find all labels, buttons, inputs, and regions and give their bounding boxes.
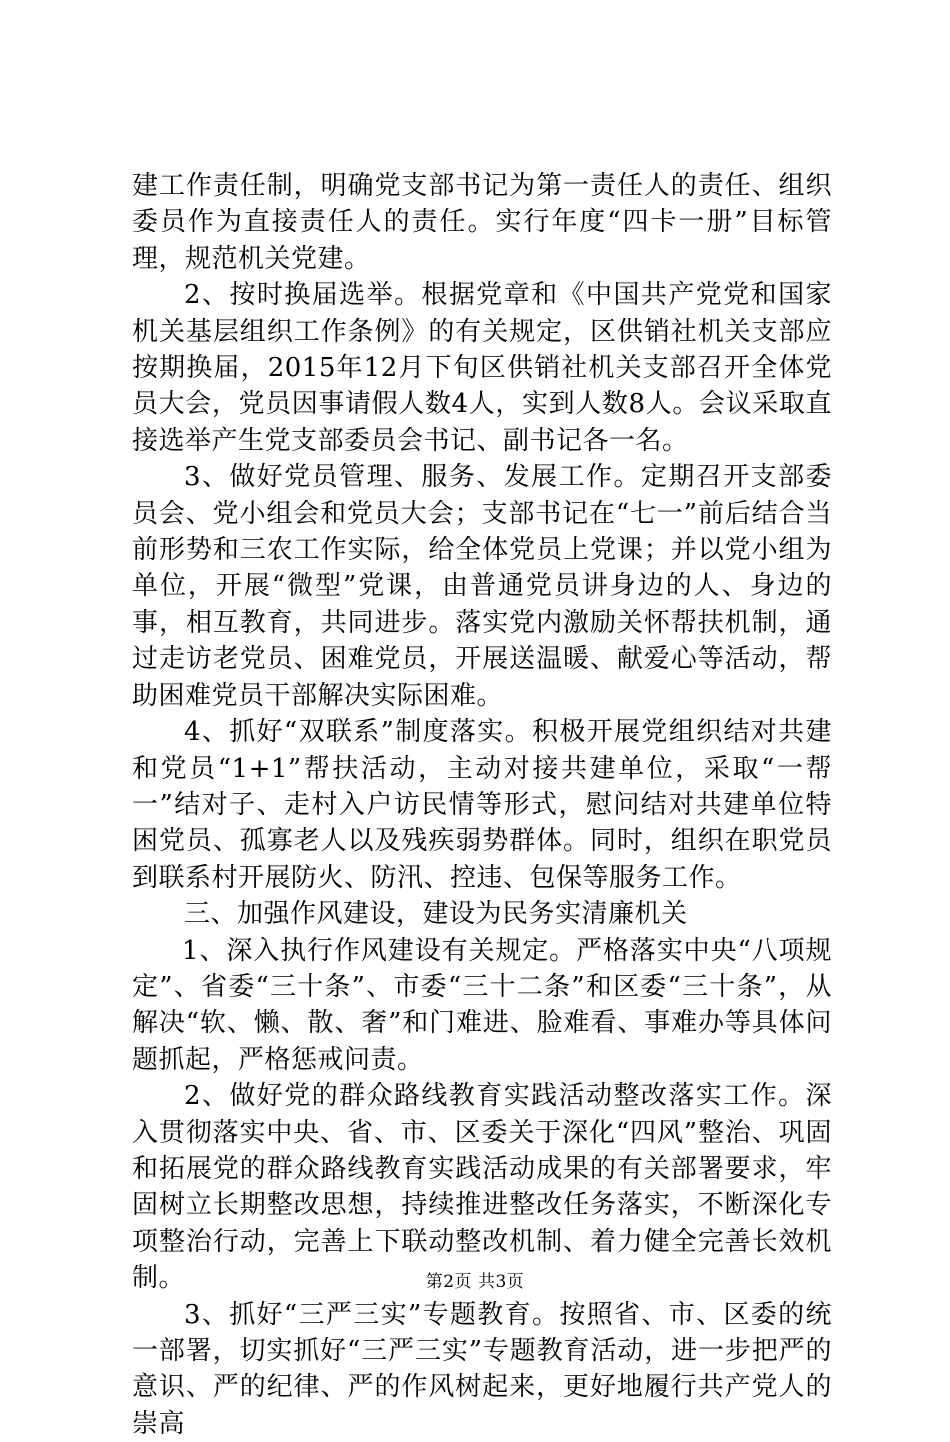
page-footer: 第2页 共3页 <box>425 1272 525 1292</box>
paragraph-item-election: 2、按时换届选举。根据党章和《中国共产党党和国家机关基层组织工作条例》的有关规定，区供销社机关支部应按期换届，2015年12月下旬区供销社机关支部召开全体党员大会，党员因事请假人数4人，实到人数8人。会议采取直接选举产生党支部委员会书记、副书记各一名。 <box>132 280 832 456</box>
paragraph-item-double-contact: 4、抓好“双联系”制度落实。积极开展党组织结对共建和党员“1+1”帮扶活动，主动对接共建单位，采取“一帮一”结对子、走村入户访民情等形式，慰问结对共建单位特困党员、孤寡老人以及残疾弱势群体。同时，组织在职党员到联系村开展防火、防汛、控违、包保等服务工作。 <box>132 717 832 893</box>
paragraph-item-three-strict: 3、抓好“三严三实”专题教育。按照省、市、区委的统一部署，切实抓好“三严三实”专题教育活动，进一步把严的意识、严的纪律、严的作风树起来，更好地履行共产党人的崇高 <box>132 1299 832 1439</box>
document-body <box>132 168 832 1442</box>
paragraph-item-work-style: 1、深入执行作风建设有关规定。严格落实中央“八项规定”、省委“三十条”、市委“三十二条”和区委“三十条”，从解决“软、懒、散、奢”和门难进、脸难看、事难办等具体问题抓起，严格惩戒问责。 <box>132 935 832 1075</box>
section-heading: 三、加强作风建设，建设为民务实清廉机关 <box>184 899 688 930</box>
paragraph-item-member-management: 3、做好党员管理、服务、发展工作。定期召开支部委员会、党小组会和党员大会；支部书记在“七一”前后结合当前形势和三农工作实际，给全体党员上党课；并以党小组为单位，开展“微型”党课，由普通党员讲身边的人、身边的事，相互教育，共同进步。落实党内激励关怀帮扶机制，通过走访老党员、困难党员，开展送温暖、献爱心等活动，帮助困难党员干部解决实际困难。 <box>132 462 832 711</box>
paragraph-continued: 建工作责任制，明确党支部书记为第一责任人的责任、组织委员作为直接责任人的责任。实行年度“四卡一册”目标管理，规范机关党建。 <box>132 171 832 274</box>
paragraph-item-mass-line: 2、做好党的群众路线教育实践活动整改落实工作。深入贯彻落实中央、省、市、区委关于深化“四风”整治、巩固和拓展党的群众路线教育实践活动成果的有关部署要求，牢固树立长期整改思想，持续推进整改任务落实，不断深化专项整治行动，完善上下联动整改机制、着力健全完善长效机制。 <box>132 1081 832 1294</box>
